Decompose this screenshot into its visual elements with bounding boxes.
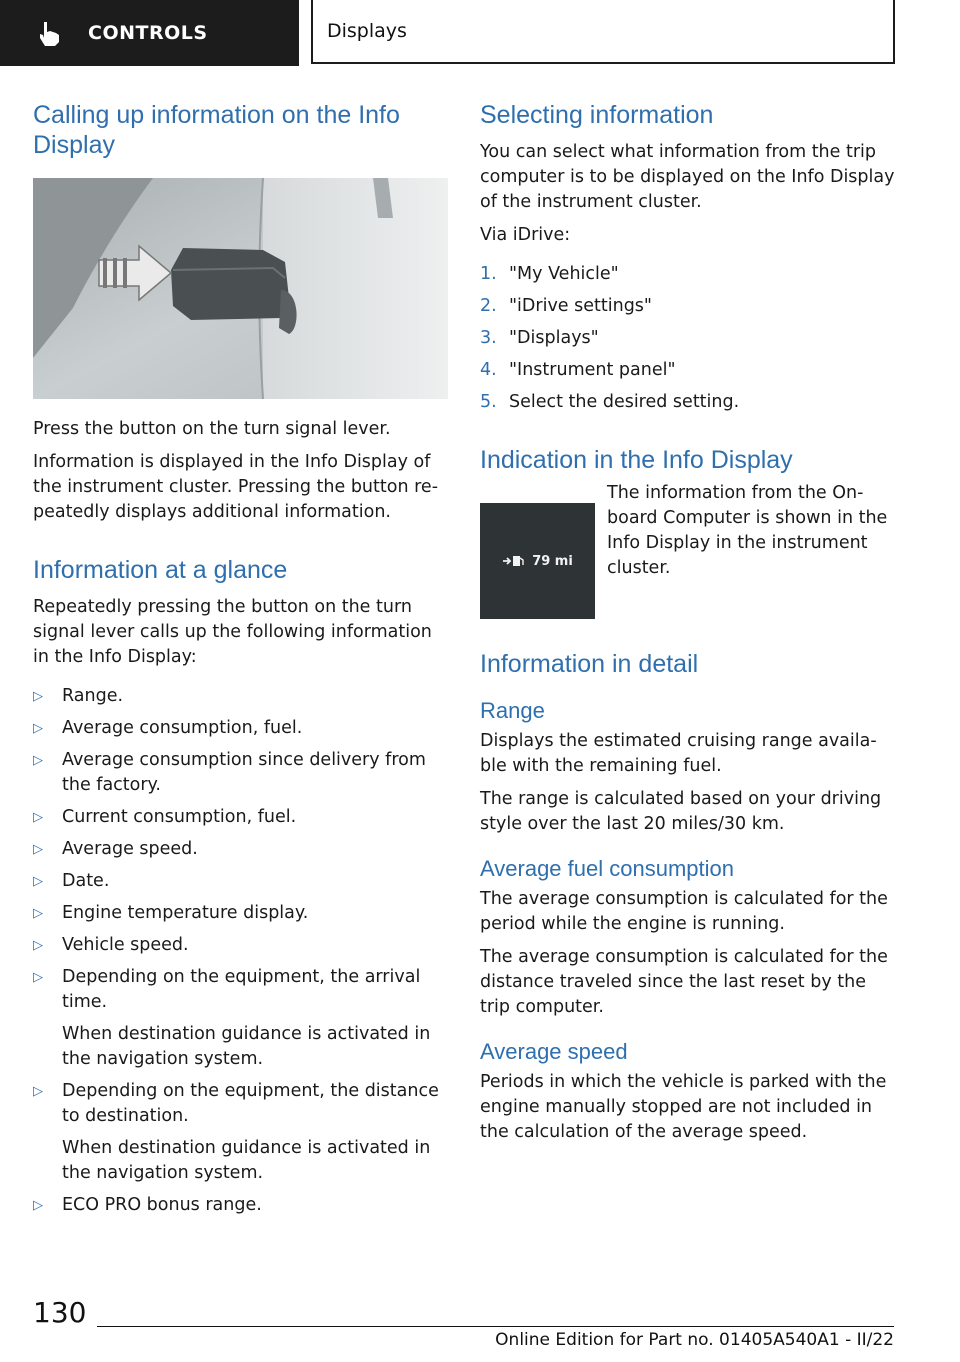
bullet-subtext: When destination guidance is activated in the navigation system. [62, 1024, 431, 1069]
step-number: 5. [480, 392, 497, 412]
bullet-text: Depending on the equipment, the distance to destination. [62, 1081, 439, 1126]
turn-signal-lever-figure [33, 178, 448, 399]
bullet-triangle-icon: ▷ [33, 1198, 43, 1213]
bullet-text: ECO PRO bonus range. [62, 1195, 262, 1215]
bullet-triangle-icon: ▷ [33, 753, 43, 768]
subheading-average-speed: Average speed [480, 1039, 628, 1064]
paragraph-press-button: Press the button on the turn signal lever. [33, 419, 391, 439]
bullet-item [33, 1193, 441, 1218]
bullet-text: Vehicle speed. [62, 935, 189, 955]
bullet-triangle-icon: ▷ [33, 938, 43, 953]
bullet-text: Average speed. [62, 839, 198, 859]
range-fuel-icon [502, 554, 524, 568]
paragraph-select-what: You can select what information from the trip computer is to be displayed on the Info Display of the instrument cluster. [480, 142, 895, 212]
bullet-triangle-icon: ▷ [33, 689, 43, 704]
bullet-text: Engine temperature display. [62, 903, 309, 923]
bullet-item [33, 684, 441, 709]
bullet-item [33, 805, 441, 830]
step-text: "My Vehicle" [509, 264, 619, 284]
bullet-triangle-icon: ▷ [33, 842, 43, 857]
step-number: 2. [480, 296, 497, 316]
step-number: 3. [480, 328, 497, 348]
info-display-figure [480, 503, 595, 619]
bullet-triangle-icon: ▷ [33, 906, 43, 921]
bullet-subtext: When destination guidance is activated in the navigation system. [62, 1138, 431, 1183]
bullet-item [33, 1079, 441, 1186]
bullet-text: Average consumption since delivery from the factory. [62, 750, 426, 795]
bullet-item [33, 837, 441, 862]
left-column [33, 100, 441, 1225]
paragraph-avg-consumption-period: The average consumption is calculated for the period while the engine is running. [480, 889, 888, 934]
indication-block [480, 485, 898, 619]
bullet-triangle-icon: ▷ [33, 721, 43, 736]
paragraph-avg-consumption-distance: The average consumption is calculated for the distance traveled since the last reset by the trip computer. [480, 947, 888, 1017]
step-item [480, 262, 898, 287]
step-item [480, 326, 898, 351]
paragraph-onboard-computer: The information from the On‐board Computer is shown in the Info Display in the instrument cluster. [607, 483, 888, 578]
bullet-text: Date. [62, 871, 110, 891]
bullet-text: Current consumption, fuel. [62, 807, 297, 827]
bullet-text: Average consumption, fuel. [62, 718, 303, 738]
heading-selecting-information: Selecting information [480, 101, 714, 129]
bullet-item [33, 901, 441, 926]
bullet-triangle-icon: ▷ [33, 810, 43, 825]
bullet-item [33, 933, 441, 958]
subheading-average-fuel-consumption: Average fuel consumption [480, 856, 734, 881]
header-section-tab [0, 0, 299, 66]
subheading-range: Range [480, 698, 545, 723]
bullet-triangle-icon: ▷ [33, 1084, 43, 1099]
footer-divider [97, 1326, 894, 1327]
step-number: 4. [480, 360, 497, 380]
step-text: "Instrument panel" [509, 360, 676, 380]
step-text: "Displays" [509, 328, 599, 348]
step-text: Select the desired setting. [509, 392, 740, 412]
step-item [480, 390, 898, 415]
step-item [480, 294, 898, 319]
bullet-text: Range. [62, 686, 124, 706]
paragraph-via-idrive: Via iDrive: [480, 225, 571, 245]
right-column [480, 100, 898, 1153]
bullet-text: Depending on the equipment, the arrival time. [62, 967, 421, 1012]
bullet-triangle-icon: ▷ [33, 874, 43, 889]
heading-information-in-detail: Information in detail [480, 650, 699, 678]
header-chapter-tab [311, 0, 895, 64]
step-number: 1. [480, 264, 497, 284]
hand-pointer-icon [34, 18, 68, 48]
bullet-item [33, 869, 441, 894]
info-bullet-list [33, 684, 441, 1218]
bullet-item [33, 748, 441, 798]
step-text: "iDrive settings" [509, 296, 652, 316]
paragraph-repeatedly-pressing: Repeatedly pressing the button on the turn signal lever calls up the following information in the Info Display: [33, 597, 432, 667]
step-item [480, 358, 898, 383]
bullet-item [33, 965, 441, 1072]
paragraph-average-speed: Periods in which the vehicle is parked with the engine manually stopped are not included in the calculation of the average speed. [480, 1072, 887, 1142]
paragraph-range-estimated: Displays the estimated cruising range availa‐ble with the remaining fuel. [480, 731, 877, 776]
idrive-steps-list [480, 262, 898, 415]
paragraph-info-displayed: Information is displayed in the Info Display of the instrument cluster. Pressing the button re‐peatedly displays additional information. [33, 452, 439, 522]
heading-info-at-a-glance: Information at a glance [33, 556, 288, 584]
info-display-value: 79 mi [532, 553, 573, 569]
header-chapter-title: Displays [327, 20, 407, 42]
bullet-triangle-icon: ▷ [33, 970, 43, 985]
header-section-label: CONTROLS [88, 22, 208, 44]
paragraph-range-calculated: The range is calculated based on your driving style over the last 20 miles/30 km. [480, 789, 882, 834]
heading-calling-up-info: Calling up information on the Info Display [33, 101, 400, 159]
footer-edition: Online Edition for Part no. 01405A540A1 - II/22 [495, 1330, 894, 1350]
heading-indication-info-display: Indication in the Info Display [480, 446, 793, 474]
page-number: 130 [33, 1296, 87, 1329]
bullet-item [33, 716, 441, 741]
